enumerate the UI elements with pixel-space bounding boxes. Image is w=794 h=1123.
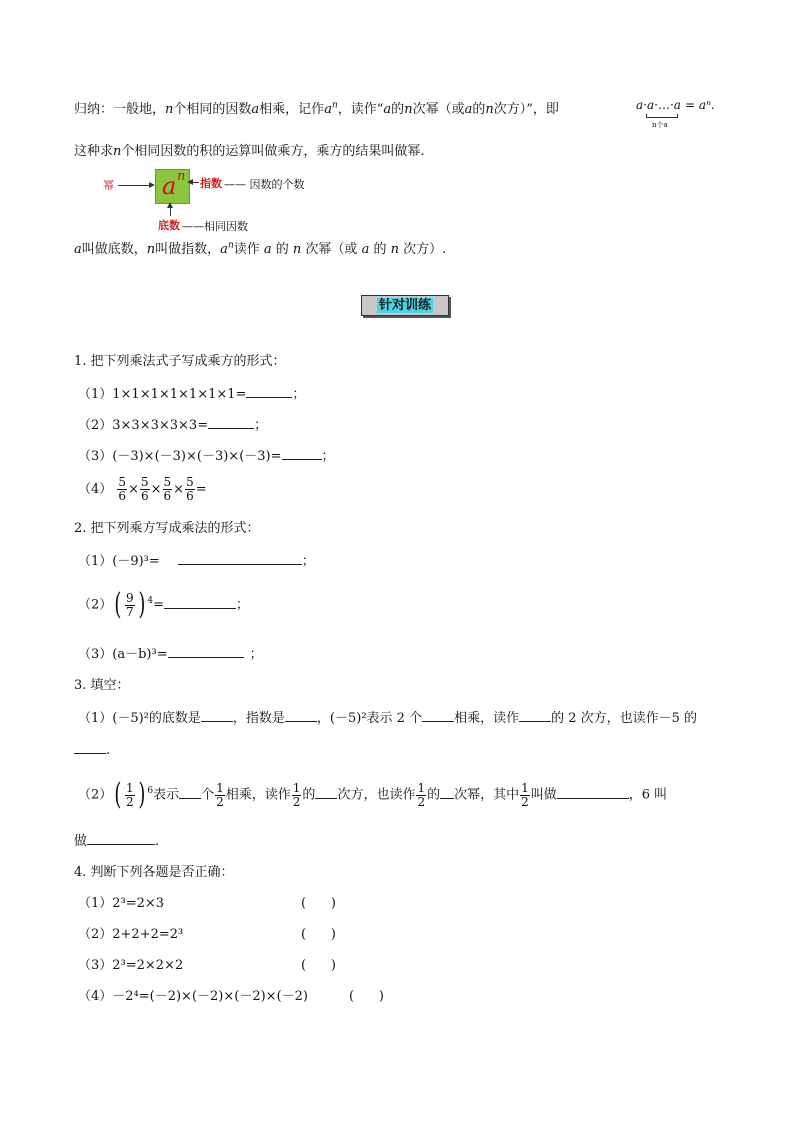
answer-blank[interactable]: [557, 786, 629, 799]
q4-item-text: （1）2³=2×3: [78, 896, 165, 911]
q2-item-3: [78, 645, 263, 664]
judge-paren[interactable]: ( ): [301, 896, 336, 911]
intro-text: 的: [391, 102, 405, 117]
fraction: [140, 476, 150, 503]
answer-blank[interactable]: [164, 596, 236, 609]
fraction: [215, 782, 225, 809]
intro-text: 归纳：一般地，: [74, 102, 166, 117]
fraction-num: 1: [216, 780, 224, 795]
right-paren: ): [137, 777, 146, 812]
exponent: 4: [147, 596, 154, 607]
q4-item-2: [78, 926, 183, 944]
judge-paren[interactable]: ( ): [349, 989, 384, 1004]
q3-text: .: [106, 743, 111, 758]
q3-item-1: [78, 709, 697, 728]
exponent-desc: —— 因数的个数: [224, 178, 305, 191]
arrow-base-head: [167, 202, 173, 208]
q3-text: ，(－5)²表示 2 个: [316, 711, 423, 726]
paren-fraction: [112, 587, 147, 622]
q4-item-text: （4）－2⁴=(－2)×(－2)×(－2)×(－2): [78, 989, 308, 1004]
fraction: [117, 476, 127, 503]
formula-brace: [646, 114, 678, 118]
q4-item-text: （3）2³=2×2×2: [78, 958, 184, 973]
exponent-letter: n: [177, 169, 186, 184]
q3-item-2: [78, 777, 668, 812]
fraction: [520, 782, 530, 809]
fraction: [185, 476, 195, 503]
q3-text: 的 2 次方，也读作－5 的: [551, 711, 698, 726]
q1-item-2: [78, 416, 267, 435]
fraction-den: 7: [126, 604, 134, 619]
fraction-num: 9: [126, 590, 134, 605]
q3-text: ，6 叫: [628, 787, 668, 803]
fraction: [125, 592, 135, 619]
fraction-num: 1: [126, 780, 134, 795]
intro-text: 这种求: [74, 144, 114, 159]
base-letter: a: [162, 172, 177, 200]
intro-text: 个相同的因数: [173, 102, 252, 117]
intro-text: 相乘，记作: [259, 102, 325, 117]
intro-text: 个相同因数的积的运算叫做乘方，乘方的结果叫做幂.: [121, 144, 425, 159]
q1-item-text: （1）1×1×1×1×1×1×1=: [78, 387, 247, 402]
times-sign: ×: [150, 482, 162, 497]
answer-blank[interactable]: [201, 709, 233, 722]
summary-var: n: [146, 242, 156, 257]
q3-title: 3. 填空：: [74, 678, 130, 693]
times-sign: ×: [173, 482, 185, 497]
fraction-den: 2: [126, 794, 134, 809]
semicolon: ；: [249, 647, 263, 662]
intro-line-2: 这种求n个相同因数的积的运算叫做乘方，乘方的结果叫做幂.: [74, 144, 425, 159]
answer-blank[interactable]: [440, 786, 454, 799]
answer-blank[interactable]: [208, 416, 254, 429]
answer-blank[interactable]: [179, 786, 201, 799]
fraction-num: 5: [118, 475, 127, 489]
fraction: [163, 476, 173, 503]
fraction-den: 6: [186, 489, 194, 503]
q2-item-1: [78, 552, 315, 571]
q3-text: 次幂，其中: [454, 787, 520, 803]
q1-item-1: [78, 385, 305, 404]
answer-blank[interactable]: [246, 385, 292, 398]
fraction: [125, 782, 135, 809]
q1-title: 1. 把下列乘法式子写成乘方的形式：: [74, 354, 286, 369]
formula-under-label: n个a: [652, 121, 668, 129]
fraction-den: 2: [216, 794, 224, 809]
practice-banner: [361, 295, 449, 316]
q3-text: ，指数是: [232, 711, 285, 726]
q4-item-3: [78, 957, 183, 975]
judge-paren[interactable]: ( ): [301, 958, 336, 973]
answer-blank[interactable]: [285, 709, 317, 722]
answer-blank[interactable]: [519, 709, 551, 722]
intro-text: 次方）”，即: [493, 102, 559, 117]
exponent: 6: [147, 786, 154, 797]
q3-text: （2）: [78, 787, 113, 803]
equals-sign: =: [153, 597, 164, 613]
fraction-den: 2: [292, 794, 301, 809]
summary-text: 的: [275, 242, 289, 257]
left-paren: (: [114, 587, 122, 622]
arrow-exponent-head: [187, 179, 193, 185]
fraction-num: 1: [292, 780, 301, 795]
q3-text: .: [155, 834, 160, 849]
intro-text: 的: [472, 102, 486, 117]
exponent-label: 指数: [200, 177, 222, 190]
semicolon: ；: [321, 449, 335, 464]
power-box: [155, 169, 190, 204]
q3-text: 做: [74, 834, 88, 849]
q3-item-2-cont: [74, 832, 159, 851]
arrow-power: [118, 185, 152, 186]
fraction: [292, 782, 302, 809]
q3-text: （1）(－5)²的底数是: [78, 711, 201, 726]
q3-item-1-cont: [74, 741, 110, 760]
fraction-num: 1: [521, 780, 529, 795]
judge-paren[interactable]: ( ): [301, 927, 336, 942]
summary-line: a叫做底数，n叫做指数，$a^n$读作 a 的 n 次幂（或 a 的 n 次方）.: [74, 240, 447, 257]
answer-blank[interactable]: [315, 786, 337, 799]
intro-text: ，读作“: [337, 102, 384, 117]
q2-title: 2. 把下列乘方写成乘法的形式：: [74, 521, 260, 536]
q4-title: 4. 判断下列各题是否正确：: [74, 865, 234, 880]
q4-item-text: （2）2+2+2=2³: [78, 927, 184, 942]
fraction-num: 1: [417, 780, 426, 795]
semicolon: ；: [292, 387, 306, 402]
fraction-den: 2: [521, 794, 529, 809]
q4-item-1: [78, 895, 164, 913]
summary-text: 叫做底数，: [81, 242, 147, 257]
equals-sign: =: [195, 482, 207, 497]
summary-text: 叫做指数，: [155, 242, 221, 257]
q2-item-text: （3）(a－b)³=: [78, 647, 168, 662]
answer-blank[interactable]: [178, 552, 302, 565]
fraction-den: 6: [118, 489, 127, 503]
summary-text: 读作: [233, 242, 260, 257]
summary-var: a: [74, 242, 82, 257]
q1-item-text: （3）(－3)×(－3)×(－3)×(－3)=: [78, 449, 282, 464]
fraction-den: 2: [417, 794, 426, 809]
base-desc: ——相同因数: [182, 220, 248, 233]
base-label: 底数: [158, 219, 180, 232]
q1-item-4: [78, 476, 207, 503]
semicolon: ；: [236, 597, 250, 613]
q1-item-text: （4）: [78, 482, 113, 497]
q2-item-text: （2）: [78, 597, 113, 613]
q3-text: 个: [201, 787, 215, 803]
left-paren: (: [114, 777, 122, 812]
summary-text: 次幂（或: [305, 242, 358, 257]
q3-text: 的: [302, 787, 316, 803]
q3-text: 表示: [153, 787, 180, 803]
right-paren: ): [137, 587, 146, 622]
answer-blank[interactable]: [282, 447, 322, 460]
q4-item-4: [78, 988, 308, 1006]
intro-text: 次幂（或: [412, 102, 465, 117]
formula-product: a·a·…·a: [636, 98, 681, 112]
fraction-num: 5: [163, 475, 172, 489]
summary-text: 次方）.: [403, 242, 447, 257]
q1-item-3: [78, 447, 335, 466]
q3-text: 叫做: [530, 787, 557, 803]
q3-text: 次方，也读作: [337, 787, 416, 803]
answer-blank[interactable]: [168, 645, 244, 658]
fraction-den: 6: [163, 489, 172, 503]
q3-text: 的: [427, 787, 441, 803]
answer-blank[interactable]: [87, 832, 155, 845]
times-sign: ×: [128, 482, 139, 497]
fraction: [416, 782, 426, 809]
q3-text: 相乘，读作: [454, 711, 520, 726]
fraction-den: 6: [140, 489, 149, 503]
product-formula: [636, 98, 715, 129]
power-label: 幂: [103, 179, 114, 192]
banner-text: 针对训练: [378, 298, 431, 313]
formula-result: = aⁿ.: [685, 98, 715, 112]
q3-text: 相乘，读作: [225, 787, 291, 803]
summary-text: 的: [373, 242, 387, 257]
answer-blank[interactable]: [74, 741, 106, 754]
paren-fraction: [112, 777, 147, 812]
semicolon: ；: [301, 554, 315, 569]
answer-blank[interactable]: [422, 709, 454, 722]
semicolon: ；: [254, 418, 268, 433]
q2-item-text: （1）(－9)³=: [78, 554, 160, 569]
fraction-num: 5: [186, 475, 194, 489]
q1-item-text: （2）3×3×3×3×3=: [78, 418, 209, 433]
q2-item-2: [78, 587, 250, 622]
intro-line-1: 归纳：一般地，n个相同的因数a相乘，记作$a^n$，读作“a的n次幂（或a的n次方）”，即: [74, 100, 559, 117]
fraction-num: 5: [140, 475, 149, 489]
